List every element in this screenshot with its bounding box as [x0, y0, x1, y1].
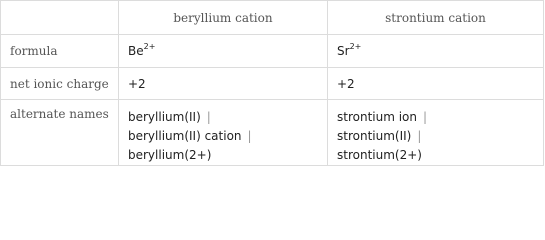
name-separator: |	[247, 129, 252, 143]
charge-row	[1, 68, 544, 100]
name-separator: |	[417, 129, 422, 143]
formula-label: formula	[1, 35, 119, 68]
strontium-formula	[328, 35, 544, 68]
name-separator: |	[423, 110, 428, 124]
beryllium-formula-charge: 2+	[143, 42, 156, 51]
formula-row	[1, 35, 544, 68]
beryllium-formula	[119, 35, 328, 68]
header-beryllium-cation: beryllium cation	[119, 1, 328, 35]
strontium-charge: +2	[328, 68, 544, 100]
strontium-name: strontium ion	[337, 110, 418, 124]
strontium-alternate-names	[328, 100, 544, 166]
header-corner	[1, 1, 119, 35]
strontium-formula-base: Sr	[337, 44, 350, 58]
strontium-name: strontium(II)	[337, 129, 412, 143]
header-row	[1, 1, 544, 35]
beryllium-name: beryllium(2+)	[128, 148, 212, 162]
beryllium-name: beryllium(II) cation	[128, 129, 242, 143]
header-strontium-cation: strontium cation	[328, 1, 544, 35]
beryllium-name: beryllium(II)	[128, 110, 201, 124]
strontium-name: strontium(2+)	[337, 148, 422, 162]
charge-label: net ionic charge	[1, 68, 119, 100]
beryllium-formula-base: Be	[128, 44, 144, 58]
alternate-names-row	[1, 100, 544, 166]
alternate-names-label: alternate names	[1, 100, 119, 166]
beryllium-charge: +2	[119, 68, 328, 100]
strontium-formula-charge: 2+	[349, 42, 362, 51]
beryllium-alternate-names	[119, 100, 328, 166]
name-separator: |	[206, 110, 211, 124]
